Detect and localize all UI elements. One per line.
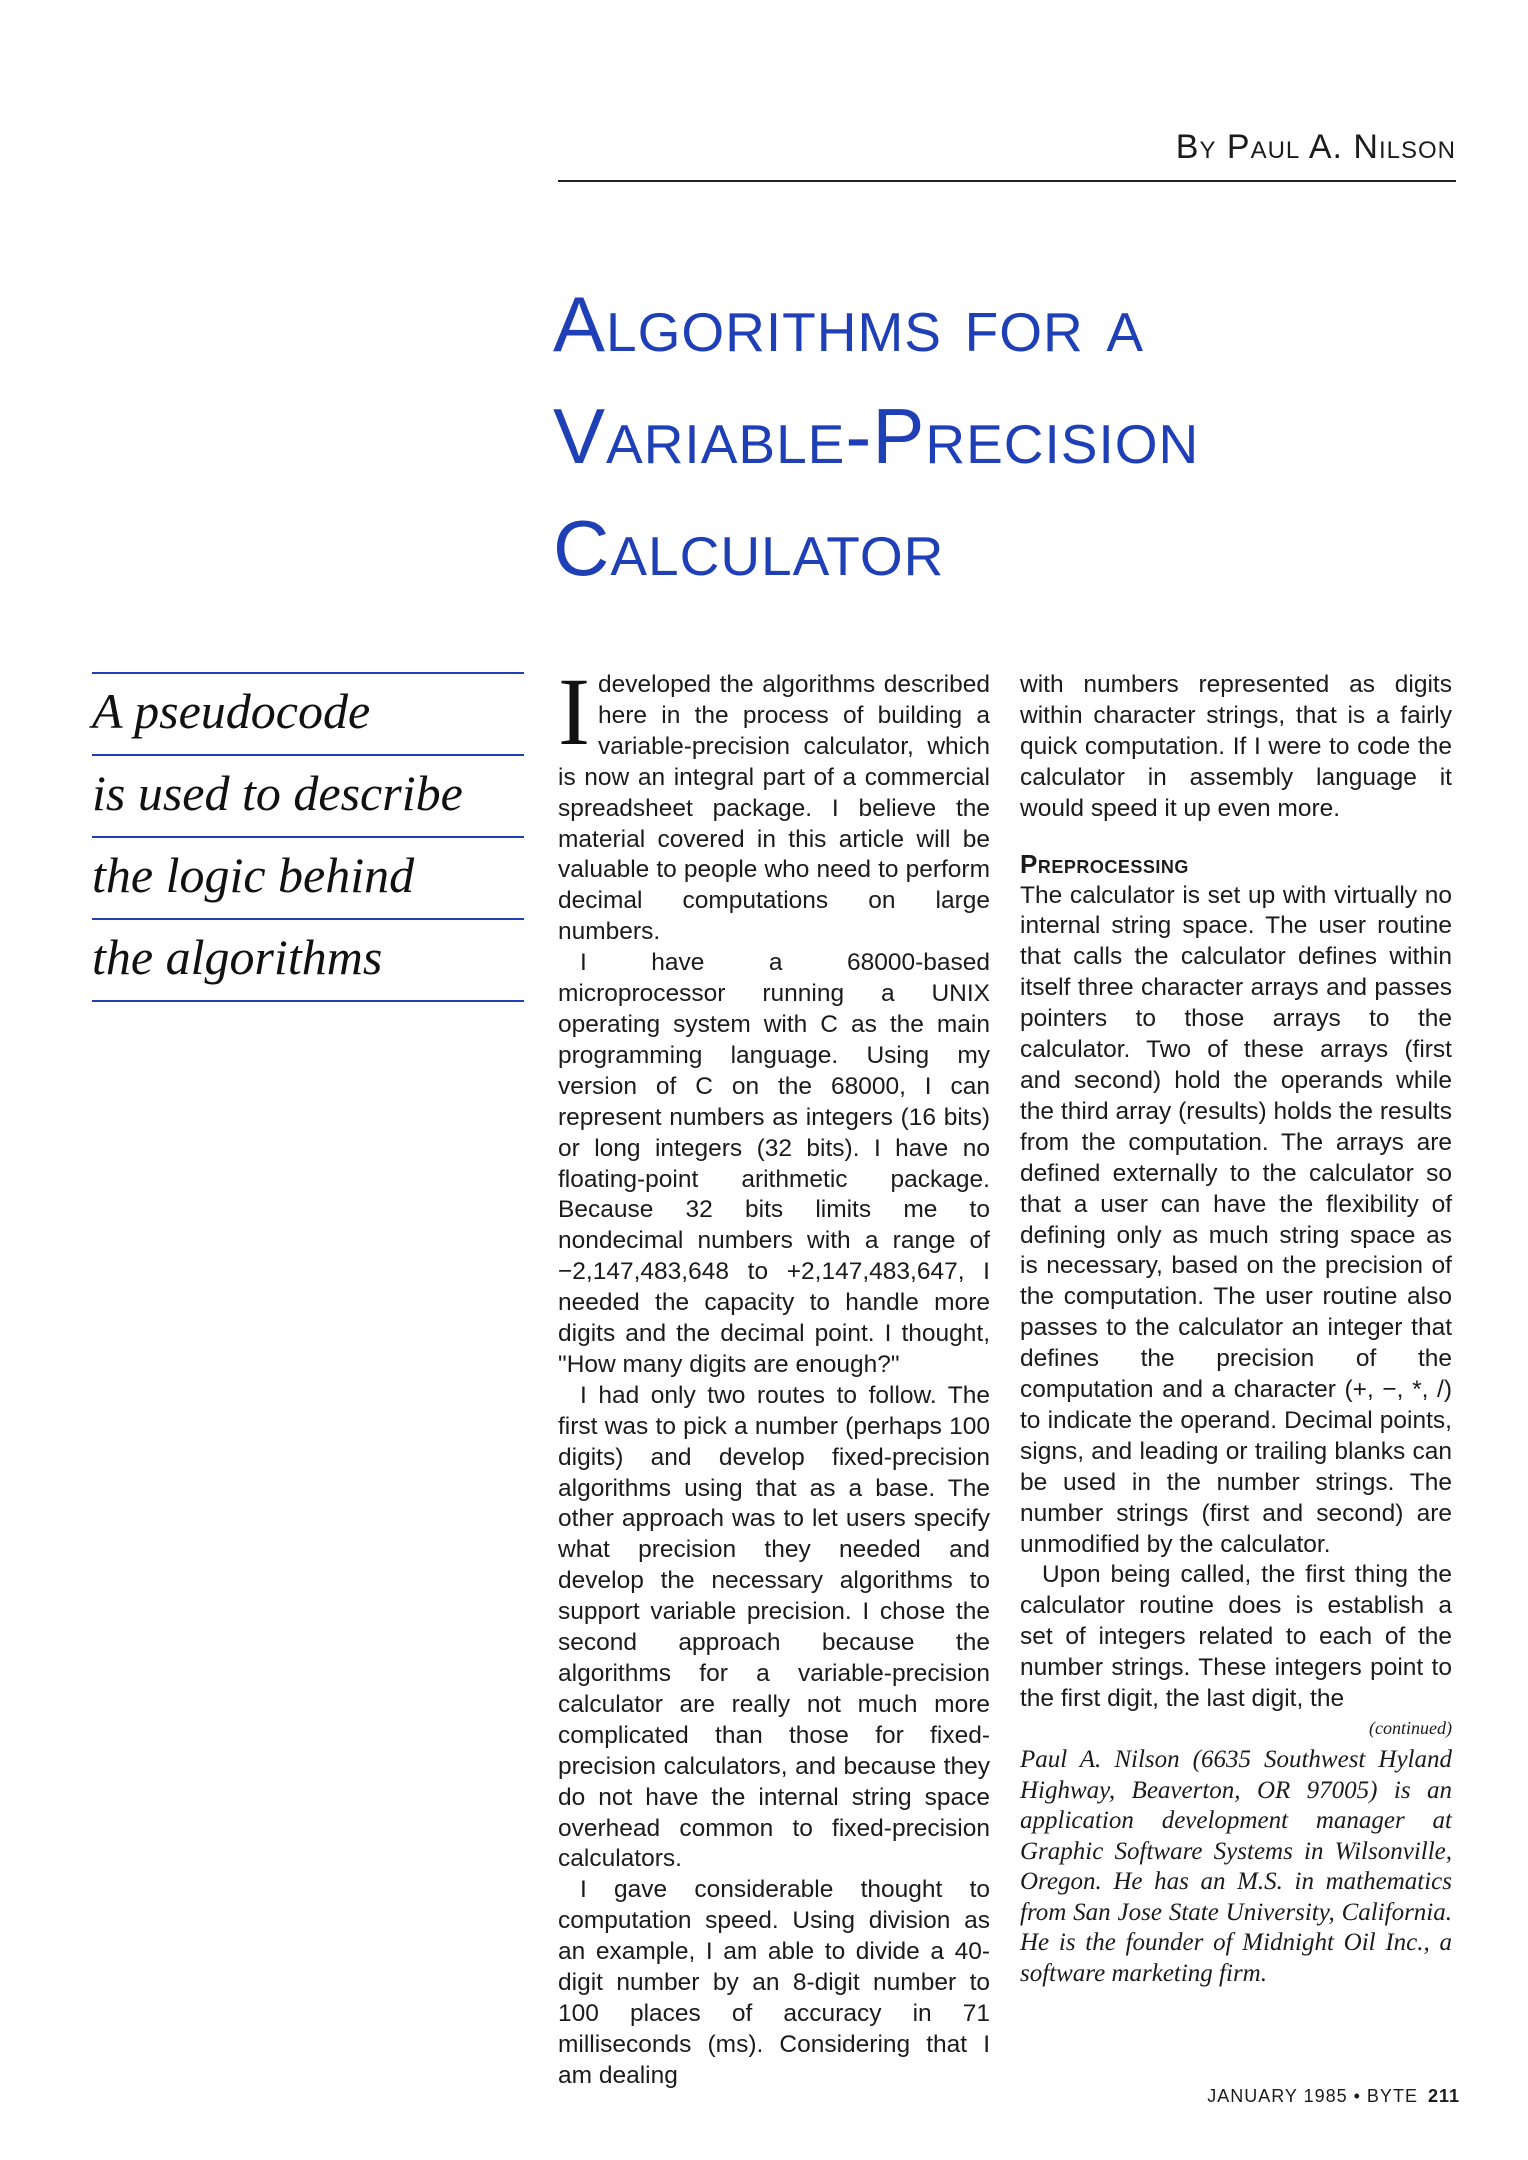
footer-issue: JANUARY 1985 • BYTE (1207, 2086, 1418, 2106)
deck-line-2: is used to describe (92, 754, 524, 836)
paragraph-7: Upon being called, the first thing the calculator routine does is establish a set of integers related to each of the number strings. These integers point to the first digit, the last digit, the (1020, 1561, 1452, 1713)
deck-line-1: A pseudocode (92, 672, 524, 754)
page-number: 211 (1427, 2086, 1460, 2106)
title-line-1: Algorithms for a (553, 280, 1145, 368)
deck-line-4: the algorithms (92, 918, 524, 1002)
body-column-1 (558, 658, 990, 2092)
drop-cap: I (558, 658, 590, 765)
article-title (553, 268, 1513, 604)
title-line-3: Calculator (553, 504, 945, 592)
byline-rule (558, 180, 1456, 182)
title-line-2: Variable-Precision (553, 392, 1200, 480)
paragraph-6: The calculator is set up with virtually no internal string space. The user routine that calls the calculator defines within itself three character arrays and passes pointers to those arrays to the calculator. Two of these arrays (first and second) hold the operands while the third array (results) holds the results from the computation. The arrays are defined externally to the calculator so that a user can have the flexibility of defining only as much string space as is necessary, based on the precision of the computation. The user routine also passes to the calculator an integer that defines the precision of the computation and a character (+, −, *, /) to indicate the operand. Decimal points, signs, and leading or trailing blanks can be used in the number strings. The number strings (first and second) are unmodified by the calculator. (1020, 881, 1452, 1558)
section-heading: Preprocessing (1020, 848, 1189, 879)
continued-note: (continued) (1369, 1718, 1452, 1738)
paragraph-1-text: developed the algorithms described here in the process of building a variable-precision calculator, which is now an integral part of a commercial spreadsheet package. I believe the material covered in this article will be valuable to people who need to perform decimal computations on large numbers. (558, 671, 990, 946)
deck-line-3: the logic behind (92, 836, 524, 918)
paragraph-1 (558, 658, 990, 948)
deck-pullquote (92, 672, 524, 1002)
paragraph-5: with numbers represented as digits within character strings, that is a fairly quick computation. If I were to code the calculator in assembly language it would speed it up even more. (1020, 671, 1452, 822)
paragraph-2: I have a 68000-based microprocessor running a UNIX operating system with C as the main programming language. Using my version of C on the 68000, I can represent numbers as integers (16 bits) or long integers (32 bits). I have no floating-point arithmetic package. Because 32 bits limits me to nondecimal numbers with a range of −2,147,483,648 to +2,147,483,647, I needed the capacity to handle more digits and the decimal point. I thought, "How many digits are enough?" (558, 949, 990, 1378)
paragraph-3: I had only two routes to follow. The first was to pick a number (perhaps 100 digits) and develop fixed-precision algorithms using that as a base. The other approach was to let users specify what precision they needed and develop the necessary algorithms to support variable precision. I chose the second approach because the algorithms for a variable-precision calculator are really not much more complicated than those for fixed-precision calculators, and because they do not have the internal string space overhead common to fixed-precision calculators. (558, 1381, 990, 1873)
body-column-2 (1020, 670, 1452, 1989)
page-footer (1000, 2086, 1460, 2107)
paragraph-4: I gave considerable thought to computation speed. Using division as an example, I am able to divide a 40-digit number by an 8-digit number to 100 places of accuracy in 71 milliseconds (ms). Considering that I am dealing (558, 1876, 990, 2089)
byline: By Paul A. Nilson (1175, 128, 1456, 166)
author-bio: Paul A. Nilson (6635 Southwest Hyland Highway, Beaverton, OR 97005) is an application development manager at Graphic Software Systems in Wilsonville, Oregon. He has an M.S. in mathematics from San Jose State University, California. He is the founder of Midnight Oil Inc., a software marketing firm. (1020, 1746, 1452, 1987)
